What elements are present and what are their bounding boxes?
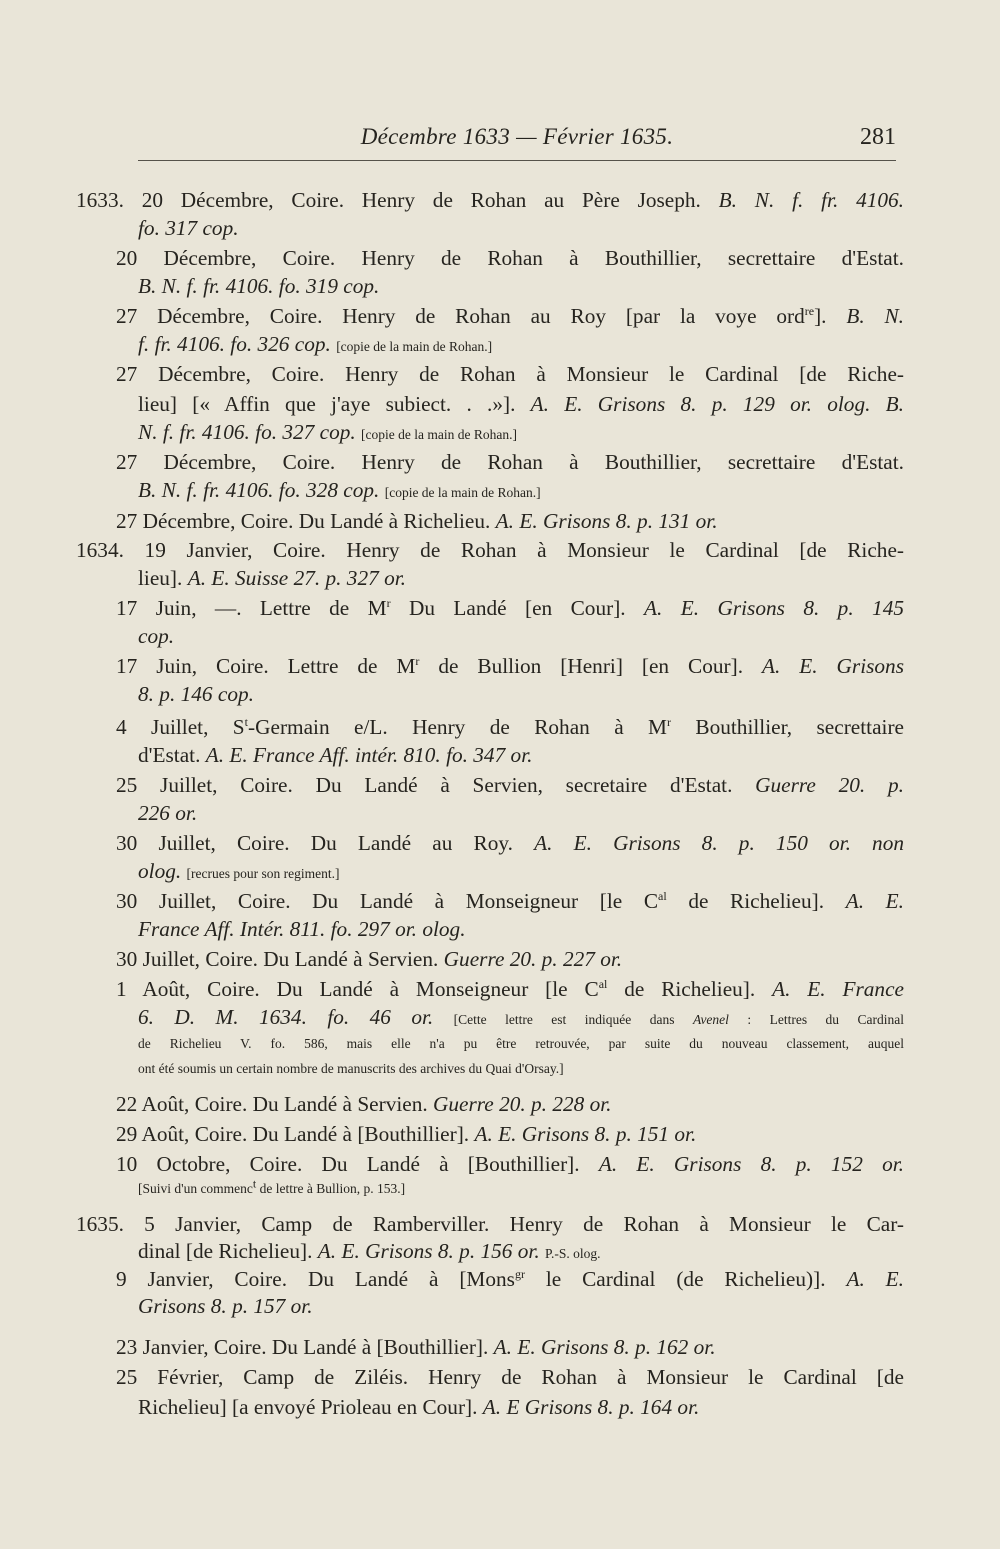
entry-first-line: 10 Octobre, Coire. Du Landé à [Bouthillier]. A. E. Grisons 8. p. 152 or. — [116, 1152, 904, 1176]
entry-continuation-line: Richelieu] [a envoyé Prioleau en Cour]. A. E Grisons 8. p. 164 or. — [138, 1395, 700, 1419]
entry-first-line: 1633. 20 Décembre, Coire. Henry de Rohan au Père Joseph. B. N. f. fr. 4106. — [76, 188, 904, 212]
entry-first-line: 1635. 5 Janvier, Camp de Ramberviller. Henry de Rohan à Monsieur le Car- — [76, 1212, 904, 1236]
entry-first-line: 23 Janvier, Coire. Du Landé à [Bouthillier]. A. E. Grisons 8. p. 162 or. — [116, 1335, 716, 1359]
entry-first-line: 25 Juillet, Coire. Du Landé à Servien, secretaire d'Estat. Guerre 20. p. — [116, 773, 904, 797]
entry-continuation-line: d'Estat. A. E. France Aff. intér. 810. fo. 347 or. — [138, 743, 533, 767]
entry-first-line: 25 Février, Camp de Ziléis. Henry de Rohan à Monsieur le Cardinal [de — [116, 1365, 904, 1389]
entry-continuation-line: B. N. f. fr. 4106. fo. 319 cop. — [138, 274, 380, 298]
entry-first-line: 30 Juillet, Coire. Du Landé à Monseigneur [le $C^{al}$ de Richelieu]. A. E. — [116, 888, 904, 913]
entry-first-line: 27 Décembre, Coire. Henry de Rohan à Bouthillier, secrettaire d'Estat. — [116, 450, 904, 474]
entry-first-line: 20 Décembre, Coire. Henry de Rohan à Bouthillier, secrettaire d'Estat. — [116, 246, 904, 270]
entry-continuation-line: France Aff. Intér. 811. fo. 297 or. olog. — [138, 917, 466, 941]
entry-first-line: 27 Décembre, Coire. Du Landé à Richelieu. A. E. Grisons 8. p. 131 or. — [116, 509, 718, 533]
entry-continuation-line: Grisons 8. p. 157 or. — [138, 1294, 313, 1318]
entry-first-line: 9 Janvier, Coire. Du Landé à [Mons$^{gr}$ le Cardinal (de Richelieu)]. A. E. — [116, 1266, 904, 1291]
entry-continuation-line: olog. [recrues pour son regiment.] — [138, 859, 340, 883]
entry-continuation-line: ont été soumis un certain nombre de manuscrits des archives du Quai d'Orsay.] — [138, 1061, 564, 1076]
entry-continuation-line: dinal [de Richelieu]. A. E. Grisons 8. p. 156 or. P.-S. olog. — [138, 1239, 601, 1263]
entry-first-line: 29 Août, Coire. Du Landé à [Bouthillier]. A. E. Grisons 8. p. 151 or. — [116, 1122, 697, 1146]
entry-first-line: 17 Juin, Coire. Lettre de $M^r$ de Bullion [Henri] [en Cour]. A. E. Grisons — [116, 653, 904, 678]
entry-continuation-line: 226 or. — [138, 801, 198, 825]
entry-first-line: 30 Juillet, Coire. Du Landé au Roy. A. E. Grisons 8. p. 150 or. non — [116, 831, 904, 855]
entry-continuation-line: B. N. f. fr. 4106. fo. 328 cop. [copie de la main de Rohan.] — [138, 478, 541, 502]
entry-continuation-line: de Richelieu V. fo. 586, mais elle n'a pu être retrouvée, par suite du nouveau classement, auquel — [138, 1036, 904, 1051]
entry-first-line: 4 Juillet, $S^t$-Germain e/L. Henry de Rohan à $M^r$ Bouthillier, secrettaire — [116, 714, 905, 739]
page-number: 281 — [860, 124, 896, 150]
entry-first-line: 30 Juillet, Coire. Du Landé à Servien. Guerre 20. p. 227 or. — [116, 947, 623, 971]
entry-first-line: 1 Août, Coire. Du Landé à Monseigneur [le $C^{al}$ de Richelieu]. A. E. France — [116, 976, 904, 1001]
running-title: Décembre 1633 — Février 1635. — [360, 124, 674, 149]
entry-continuation-line: cop. — [138, 624, 175, 648]
entry-continuation-line: [Suivi d'un commenc$^t$ de lettre à Bullion, p. 153.] — [138, 1176, 406, 1196]
entry-continuation-line: 8. p. 146 cop. — [138, 682, 254, 706]
entry-continuation-line: lieu]. A. E. Suisse 27. p. 327 or. — [138, 566, 406, 590]
entry-continuation-line: f. fr. 4106. fo. 326 cop. [copie de la main de Rohan.] — [138, 332, 493, 356]
entry-continuation-line: fo. 317 cop. — [138, 216, 239, 240]
entry-continuation-line: 6. D. M. 1634. fo. 46 or. [Cette lettre est indiquée dans Avenel : Lettres du Cardinal — [138, 1005, 904, 1029]
entry-first-line: 22 Août, Coire. Du Landé à Servien. Guerre 20. p. 228 or. — [116, 1092, 612, 1116]
entry-continuation-line: N. f. fr. 4106. fo. 327 cop. [copie de la main de Rohan.] — [138, 420, 517, 444]
entry-first-line: 17 Juin, —. Lettre de $M^r$ Du Landé [en Cour]. A. E. Grisons 8. p. 145 — [116, 595, 904, 620]
entry-first-line: 27 Décembre, Coire. Henry de Rohan à Monsieur le Cardinal [de Riche- — [116, 362, 904, 386]
entry-continuation-line: lieu] [« Affin que j'aye subiect. . .»]. A. E. Grisons 8. p. 129 or. olog. B. — [138, 392, 904, 416]
entry-first-line: 1634. 19 Janvier, Coire. Henry de Rohan à Monsieur le Cardinal [de Riche- — [76, 538, 904, 562]
entry-first-line: 27 Décembre, Coire. Henry de Rohan au Roy [par la voye ord$^{re}$]. B. N. — [116, 303, 905, 328]
